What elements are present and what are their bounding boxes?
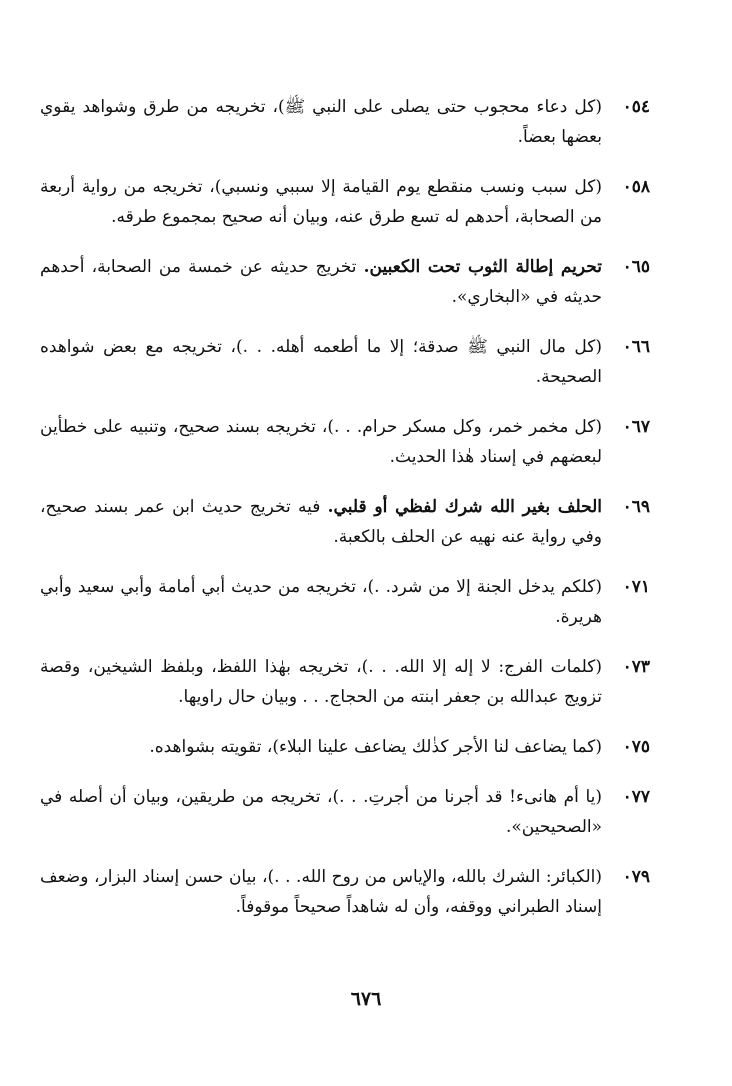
entry-number: ٠٥٨ xyxy=(622,177,650,197)
entry-number: ٠٧٩ xyxy=(622,867,650,887)
entry xyxy=(40,782,650,842)
entry xyxy=(40,172,650,232)
entry-body: (كلكم يدخل الجنة إلا من شرد. .)، تخريجه من حديث أبي أمامة وأبي سعيد وأبي هريرة. xyxy=(40,577,602,627)
entry-text xyxy=(40,332,602,392)
entry xyxy=(40,92,650,152)
entry-number: ٠٧٧ xyxy=(622,787,650,807)
entry-body: (كل دعاء محجوب حتى يصلى على النبي ﷺ)، تخريجه من طرق وشواهد يقوي بعضها بعضاً. xyxy=(40,97,602,147)
entry xyxy=(40,252,650,312)
entry-text xyxy=(40,492,602,552)
entry-text xyxy=(40,732,602,762)
entry-number: ٠٧١ xyxy=(622,577,650,597)
entry-body: (الكبائر: الشرك بالله، والإياس من روح الله. . .)، بيان حسن إسناد البزار، وضعف إسناد الطبراني ووقفه، وأن له شاهداً صحيحاً موقوفاً. xyxy=(40,867,602,917)
entry-number: ٠٦٥ xyxy=(622,257,650,277)
entry-number: ٠٦٦ xyxy=(622,337,650,357)
entry xyxy=(40,862,650,922)
entry-body: (كل مخمر خمر، وكل مسكر حرام. . .)، تخريجه بسند صحيح، وتنبيه على خطأين لبعضهم في إسناد هٰذا الحديث. xyxy=(40,417,602,467)
entry-text xyxy=(40,252,602,312)
entry xyxy=(40,572,650,632)
entry-text xyxy=(40,172,602,232)
entry-number: ٠٦٩ xyxy=(622,497,650,517)
entry-bold-title: تحريم إطالة الثوب تحت الكعبين. xyxy=(363,257,603,277)
entry-body: (كما يضاعف لنا الأجر كذٰلك يضاعف علينا البلاء)، تقويته بشواهده. xyxy=(149,737,602,757)
entry xyxy=(40,652,650,712)
entry xyxy=(40,732,650,762)
entry-text xyxy=(40,412,602,472)
entry-body: (كل سبب ونسب منقطع يوم القيامة إلا سببي ونسبي)، تخريجه من رواية أربعة من الصحابة، أحدهم له تسع طرق عنه، وبيان أنه صحيح بمجموع طرقه. xyxy=(40,177,602,227)
entry-text xyxy=(40,862,602,922)
entry-number: ٠٥٤ xyxy=(622,97,650,117)
entry-body: (كل مال النبي ﷺ صدقة؛ إلا ما أطعمه أهله. . .)، تخريجه مع بعض شواهده الصحيحة. xyxy=(40,337,602,387)
entry xyxy=(40,412,650,472)
entry-number: ٠٦٧ xyxy=(622,417,650,437)
entry-text xyxy=(40,92,602,152)
entry xyxy=(40,492,650,552)
page-number: ٦٧٦ xyxy=(350,988,382,1010)
entry-text xyxy=(40,572,602,632)
entry-number: ٠٧٥ xyxy=(622,737,650,757)
entry-bold-title: الحلف بغير الله شرك لفظي أو قلبي. xyxy=(327,497,602,517)
entry-text xyxy=(40,652,602,712)
entry-body: فيه تخريج حديث ابن عمر بسند صحيح، وفي رواية عنه نهيه عن الحلف بالكعبة. xyxy=(40,497,602,547)
entry-list xyxy=(40,92,650,942)
entry-body: تخريج حديثه عن خمسة من الصحابة، أحدهم حديثه في «البخاري». xyxy=(40,257,602,307)
entry-body: (كلمات الفرج: لا إله إلا الله. . .)، تخريجه بهٰذا اللفظ، وبلفظ الشيخين، وقصة تزويج عبدالله بن جعفر ابنته من الحجاج. . . وبيان حال راويها. xyxy=(40,657,602,707)
entry xyxy=(40,332,650,392)
entry-text xyxy=(40,782,602,842)
entry-body: (يا أم هانىء! قد أجرنا من أجرتِ. . .)، تخريجه من طريقين، وبيان أن أصله في «الصحيحين». xyxy=(40,787,602,837)
entry-number: ٠٧٣ xyxy=(622,657,650,677)
